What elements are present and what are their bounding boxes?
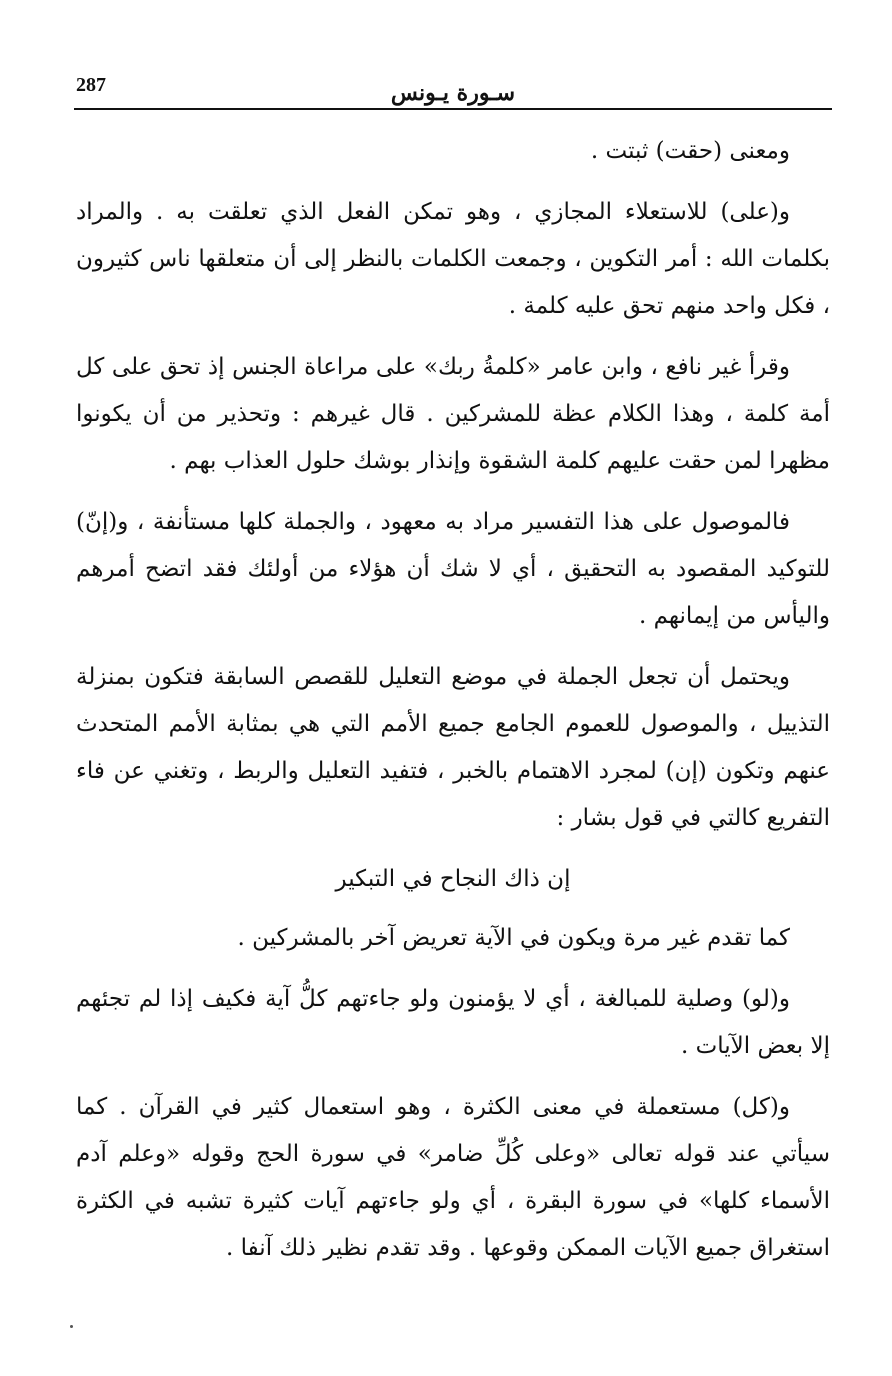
paragraph: و(على) للاستعلاء المجازي ، وهو تمكن الفعل الذي تعلقت به . والمراد بكلمات الله : أمر التكوين ، وجمعت الكلمات بالنظر إلى أن متعلقها ناس كثيرون ، فكل واحد منهم تحق عليه كلمة . bbox=[76, 199, 830, 319]
page-header bbox=[74, 70, 832, 110]
paragraph: فالموصول على هذا التفسير مراد به معهود ، والجملة كلها مستأنفة ، و(إنّ) للتوكيد المقصود به التحقيق ، أي لا شك أن هؤلاء من أولئك فقد اتضح أمرهم واليأس من إيمانهم . bbox=[76, 509, 830, 629]
paragraph: و(لو) وصلية للمبالغة ، أي لا يؤمنون ولو جاءتهم كلُّ آية فكيف إذا لم تجئهم إلا بعض الآيات . bbox=[76, 986, 830, 1059]
paragraph: وقرأ غير نافع ، وابن عامر «كلمةُ ربك» على مراعاة الجنس إذ تحق على كل أمة كلمة ، وهذا الكلام عظة للمشركين . قال غيرهم : وتحذير من أن يكونوا مظهرا لمن حقت عليهم كلمة الشقوة وإنذار بوشك حلول العذاب بهم . bbox=[76, 354, 830, 474]
paragraph: كما تقدم غير مرة ويكون في الآية تعريض آخر بالمشركين . bbox=[237, 925, 790, 951]
print-speck bbox=[70, 1325, 73, 1328]
paragraph: ومعنى (حقت) ثبتت . bbox=[590, 138, 790, 164]
poetry-verse: إن ذاك النجاح في التبكير bbox=[335, 866, 571, 892]
surah-title: سـورة يـونس bbox=[390, 80, 516, 106]
page-body bbox=[76, 128, 830, 1286]
page-number: 287 bbox=[76, 74, 106, 96]
header-divider bbox=[74, 108, 832, 110]
paragraph: ويحتمل أن تجعل الجملة في موضع التعليل للقصص السابقة فتكون بمنزلة التذييل ، والموصول للعموم الجامع جميع الأمم التي هي بمثابة الأمم المتحدث عنهم وتكون (إن) لمجرد الاهتمام بالخبر ، فتفيد التعليل والربط ، وتغني عن فاء التفريع كالتي في قول بشار : bbox=[76, 664, 830, 831]
paragraph: و(كل) مستعملة في معنى الكثرة ، وهو استعمال كثير في القرآن . كما سيأتي عند قوله تعالى «وعلى كُلِّ ضامر» في سورة الحج وقوله «وعلم آدم الأسماء كلها» في سورة البقرة ، أي ولو جاءتهم آيات كثيرة تشبه في الكثرة استغراق جميع الآيات الممكن وقوعها . وقد تقدم نظير ذلك آنفا . bbox=[76, 1094, 830, 1261]
